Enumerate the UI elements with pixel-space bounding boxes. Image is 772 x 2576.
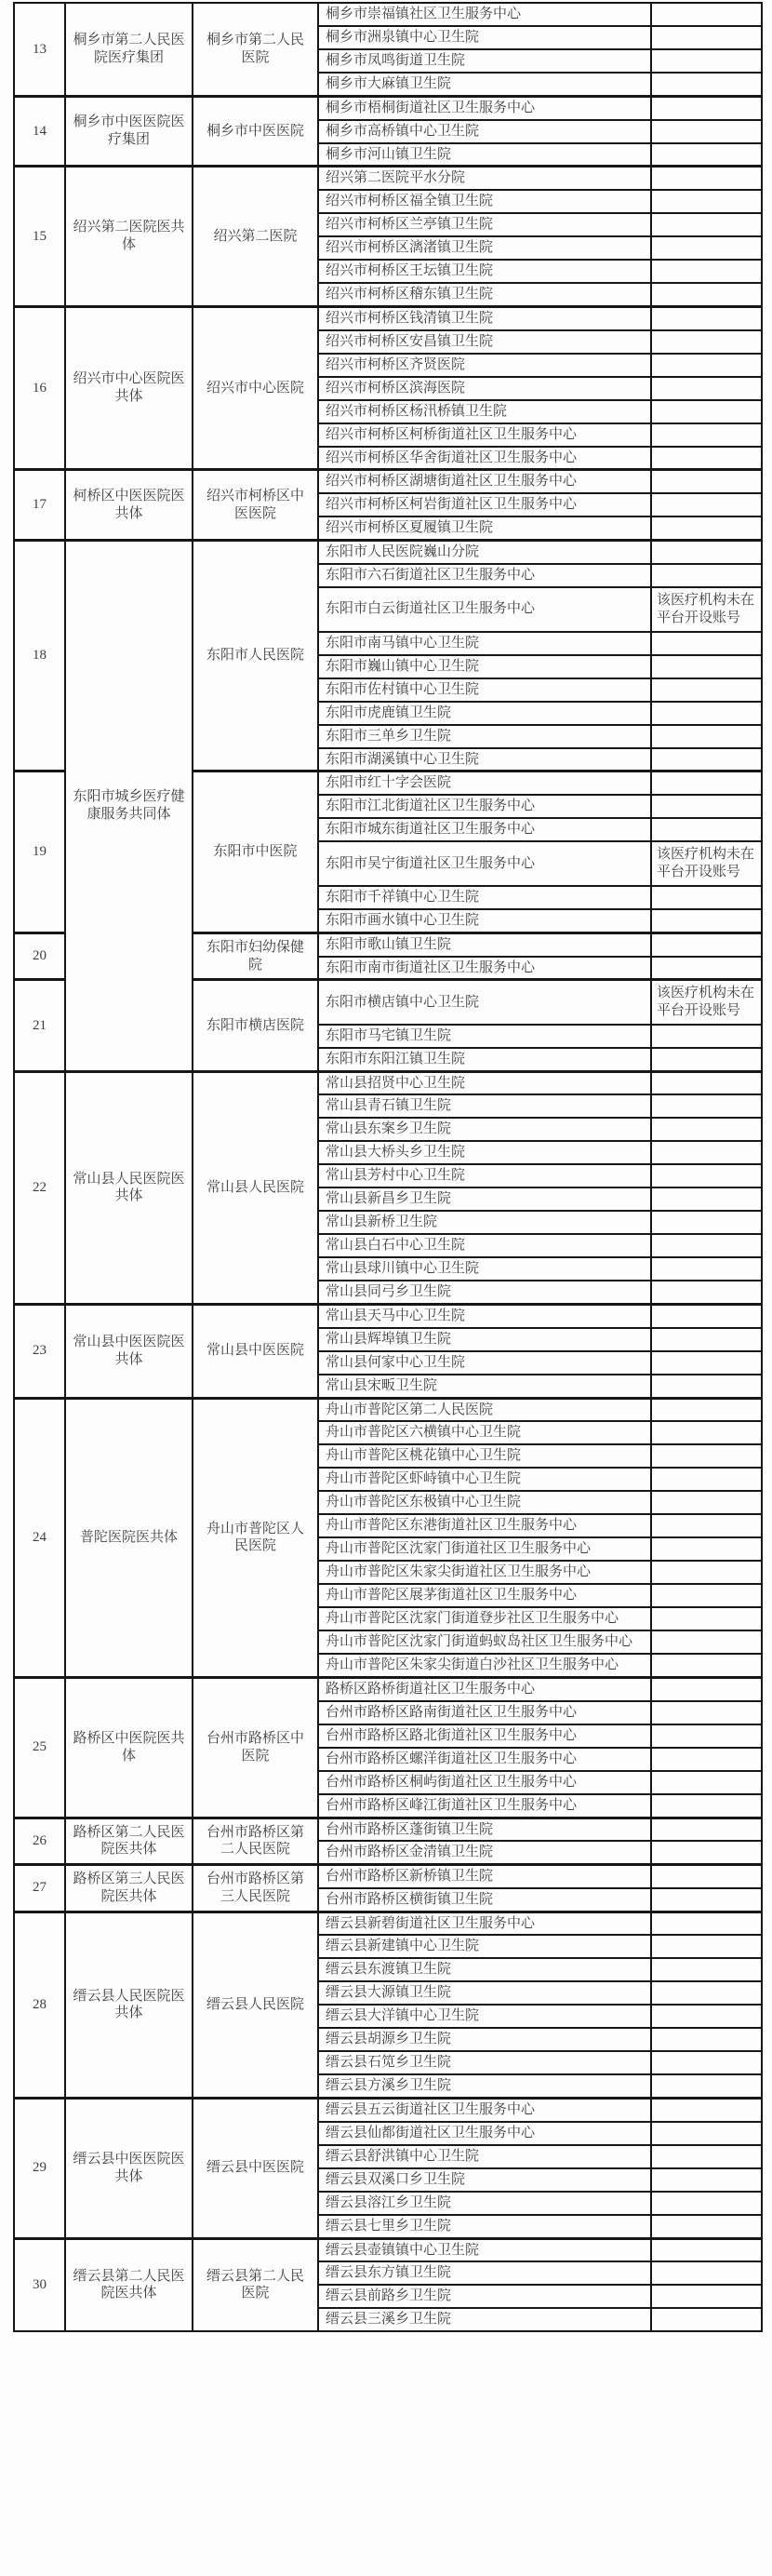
member-cell: 缙云县胡源乡卫生院	[318, 2028, 651, 2051]
member-cell: 舟山市普陀区沈家门街道社区卫生服务中心	[318, 1537, 651, 1561]
member-cell: 桐乡市洲泉镇中心卫生院	[318, 26, 651, 49]
note-cell	[651, 1211, 762, 1234]
member-cell: 绍兴市柯桥区华舍街道社区卫生服务中心	[318, 447, 651, 470]
note-cell	[651, 1187, 762, 1211]
member-cell: 绍兴市柯桥区齐贤医院	[318, 354, 651, 377]
member-cell: 缙云县壶镇镇中心卫生院	[318, 2238, 651, 2261]
note-cell	[651, 1958, 762, 1981]
member-cell: 常山县新昌乡卫生院	[318, 1187, 651, 1211]
member-cell: 缙云县新碧街道社区卫生服务中心	[318, 1912, 651, 1935]
note-cell	[651, 1094, 762, 1118]
member-cell: 东阳市三单乡卫生院	[318, 725, 651, 748]
member-cell: 台州市路桥区新桥镇卫生院	[318, 1865, 651, 1888]
table-row	[14, 1912, 762, 1935]
note-cell	[651, 1537, 762, 1561]
note-cell	[651, 1748, 762, 1771]
member-cell: 绍兴市柯桥区柯桥街道社区卫生服务中心	[318, 423, 651, 447]
member-cell: 常山县同弓乡卫生院	[318, 1281, 651, 1304]
member-cell: 桐乡市梧桐街道社区卫生服务中心	[318, 96, 651, 119]
member-cell: 缙云县石笕乡卫生院	[318, 2051, 651, 2074]
member-cell: 绍兴市柯桥区王坛镇卫生院	[318, 260, 651, 283]
member-cell: 绍兴市柯桥区福全镇卫生院	[318, 190, 651, 213]
member-cell: 台州市路桥区峰江街道社区卫生服务中心	[318, 1794, 651, 1818]
note-cell	[651, 655, 762, 678]
member-cell: 舟山市普陀区展茅街道社区卫生服务中心	[318, 1584, 651, 1607]
note-cell	[651, 96, 762, 119]
member-cell: 舟山市普陀区东港街道社区卫生服务中心	[318, 1514, 651, 1537]
note-cell	[651, 1398, 762, 1421]
member-cell: 东阳市六石街道社区卫生服务中心	[318, 564, 651, 587]
member-cell: 绍兴市柯桥区滨海医院	[318, 377, 651, 400]
note-cell	[651, 1818, 762, 1841]
member-cell: 常山县白石中心卫生院	[318, 1234, 651, 1257]
member-cell: 东阳市红十字会医院	[318, 771, 651, 795]
note-cell	[651, 49, 762, 73]
note-cell	[651, 167, 762, 190]
lead-hospital-cell: 东阳市妇幼保健院	[193, 932, 318, 980]
note-cell	[651, 1584, 762, 1607]
note-cell	[651, 678, 762, 702]
note-cell	[651, 1561, 762, 1584]
note-cell	[651, 2051, 762, 2074]
row-number-cell: 30	[14, 2238, 65, 2331]
member-cell: 东阳市吴宁街道社区卫生服务中心	[318, 841, 651, 886]
row-number-cell: 14	[14, 96, 65, 167]
note-cell	[651, 447, 762, 470]
lead-hospital-cell: 东阳市人民医院	[193, 540, 318, 771]
table-row	[14, 1818, 762, 1841]
member-cell: 常山县大桥头乡卫生院	[318, 1141, 651, 1164]
note-cell	[651, 725, 762, 748]
community-cell: 路桥区第三人民医院医共体	[65, 1865, 193, 1912]
note-cell	[651, 886, 762, 909]
community-cell: 绍兴市中心医院医共体	[65, 306, 193, 470]
member-cell: 舟山市普陀区沈家门街道登步社区卫生服务中心	[318, 1607, 651, 1630]
note-cell	[651, 795, 762, 818]
member-cell: 缙云县新建镇中心卫生院	[318, 1935, 651, 1958]
note-cell	[651, 957, 762, 980]
member-cell: 绍兴市柯桥区柯岩街道社区卫生服务中心	[318, 493, 651, 517]
member-cell: 东阳市虎鹿镇卫生院	[318, 702, 651, 725]
community-cell: 路桥区中医院医共体	[65, 1678, 193, 1818]
member-cell: 台州市路桥区蓬街镇卫生院	[318, 1818, 651, 1841]
member-cell: 台州市路桥区路北街道社区卫生服务中心	[318, 1724, 651, 1748]
member-cell: 东阳市南市街道社区卫生服务中心	[318, 957, 651, 980]
member-cell: 舟山市普陀区桃花镇中心卫生院	[318, 1444, 651, 1468]
note-cell	[651, 1164, 762, 1187]
member-cell: 缙云县前路乡卫生院	[318, 2285, 651, 2308]
member-cell: 常山县东案乡卫生院	[318, 1118, 651, 1141]
community-cell: 缙云县人民医院医共体	[65, 1912, 193, 2099]
member-cell: 绍兴市柯桥区湖塘街道社区卫生服务中心	[318, 470, 651, 493]
note-cell	[651, 818, 762, 841]
member-cell: 绍兴市柯桥区夏履镇卫生院	[318, 517, 651, 540]
member-cell: 常山县招贤中心卫生院	[318, 1071, 651, 1094]
note-cell	[651, 2285, 762, 2308]
row-number-cell: 19	[14, 771, 65, 933]
member-cell: 东阳市画水镇中心卫生院	[318, 909, 651, 932]
note-cell	[651, 423, 762, 447]
note-cell: 该医疗机构未在平台开设账号	[651, 841, 762, 886]
member-cell: 路桥区路桥街道社区卫生服务中心	[318, 1678, 651, 1701]
note-cell	[651, 306, 762, 329]
note-cell	[651, 1071, 762, 1094]
note-cell	[651, 1912, 762, 1935]
lead-hospital-cell: 台州市路桥区第三人民医院	[193, 1865, 318, 1912]
note-cell	[651, 1421, 762, 1444]
community-cell: 桐乡市中医医院医疗集团	[65, 96, 193, 167]
community-cell: 东阳市城乡医疗健康服务共同体	[65, 540, 193, 1071]
member-cell: 绍兴市柯桥区漓渚镇卫生院	[318, 236, 651, 260]
note-cell	[651, 1607, 762, 1630]
member-cell: 东阳市巍山镇中心卫生院	[318, 655, 651, 678]
lead-hospital-cell: 台州市路桥区第二人民医院	[193, 1818, 318, 1865]
row-number-cell: 18	[14, 540, 65, 771]
member-cell: 舟山市普陀区朱家尖街道社区卫生服务中心	[318, 1561, 651, 1584]
row-number-cell: 25	[14, 1678, 65, 1818]
member-cell: 桐乡市河山镇卫生院	[318, 143, 651, 167]
member-cell: 台州市路桥区横街镇卫生院	[318, 1888, 651, 1912]
note-cell	[651, 2005, 762, 2028]
member-cell: 缙云县三溪乡卫生院	[318, 2308, 651, 2331]
member-cell: 东阳市人民医院巍山分院	[318, 540, 651, 563]
note-cell	[651, 1118, 762, 1141]
table-row	[14, 1305, 762, 1328]
note-cell	[651, 400, 762, 423]
note-cell	[651, 143, 762, 167]
member-cell: 常山县宋畈卫生院	[318, 1375, 651, 1398]
row-number-cell: 27	[14, 1865, 65, 1912]
note-cell	[651, 540, 762, 563]
member-cell: 缙云县五云街道社区卫生服务中心	[318, 2099, 651, 2122]
member-cell: 缙云县溶江乡卫生院	[318, 2192, 651, 2215]
member-cell: 东阳市白云街道社区卫生服务中心	[318, 587, 651, 632]
lead-hospital-cell: 台州市路桥区中医院	[193, 1678, 318, 1818]
note-cell	[651, 1025, 762, 1048]
medical-community-table	[13, 2, 763, 2332]
row-number-cell: 24	[14, 1398, 65, 1678]
row-number-cell: 21	[14, 980, 65, 1071]
member-cell: 台州市路桥区金清镇卫生院	[318, 1841, 651, 1864]
member-cell: 舟山市普陀区东极镇中心卫生院	[318, 1491, 651, 1514]
lead-hospital-cell: 缙云县人民医院	[193, 1912, 318, 2099]
member-cell: 桐乡市大麻镇卫生院	[318, 73, 651, 96]
table-row	[14, 1071, 762, 1094]
note-cell	[651, 1701, 762, 1724]
member-cell: 缙云县舒洪镇中心卫生院	[318, 2145, 651, 2168]
lead-hospital-cell: 桐乡市第二人民医院	[193, 3, 318, 96]
note-cell	[651, 1491, 762, 1514]
table-row	[14, 167, 762, 190]
lead-hospital-cell: 常山县人民医院	[193, 1071, 318, 1305]
community-cell: 普陀医院医共体	[65, 1398, 193, 1678]
note-cell	[651, 702, 762, 725]
note-cell	[651, 1141, 762, 1164]
member-cell: 缙云县东渡镇卫生院	[318, 1958, 651, 1981]
table-body	[14, 3, 762, 2331]
row-number-cell: 22	[14, 1071, 65, 1305]
note-cell	[651, 1514, 762, 1537]
community-cell: 常山县中医医院医共体	[65, 1305, 193, 1399]
note-cell	[651, 260, 762, 283]
note-cell	[651, 1724, 762, 1748]
note-cell	[651, 517, 762, 540]
member-cell: 东阳市湖溪镇中心卫生院	[318, 748, 651, 771]
member-cell: 东阳市佐村镇中心卫生院	[318, 678, 651, 702]
member-cell: 东阳市江北街道社区卫生服务中心	[318, 795, 651, 818]
member-cell: 舟山市普陀区第二人民医院	[318, 1398, 651, 1421]
community-cell: 缙云县第二人民医院医共体	[65, 2238, 193, 2331]
note-cell	[651, 236, 762, 260]
note-cell	[651, 909, 762, 932]
member-cell: 缙云县方溪乡卫生院	[318, 2074, 651, 2098]
row-number-cell: 16	[14, 306, 65, 470]
lead-hospital-cell: 东阳市横店医院	[193, 980, 318, 1071]
member-cell: 东阳市马宅镇卫生院	[318, 1025, 651, 1048]
member-cell: 舟山市普陀区虾峙镇中心卫生院	[318, 1468, 651, 1491]
note-cell	[651, 2145, 762, 2168]
note-cell	[651, 470, 762, 493]
community-cell: 桐乡市第二人民医院医疗集团	[65, 3, 193, 96]
note-cell	[651, 1281, 762, 1304]
table-row	[14, 2099, 762, 2122]
note-cell	[651, 2099, 762, 2122]
table-row	[14, 3, 762, 26]
lead-hospital-cell: 舟山市普陀区人民医院	[193, 1398, 318, 1678]
note-cell	[651, 330, 762, 354]
member-cell: 舟山市普陀区沈家门街道蚂蚁岛社区卫生服务中心	[318, 1630, 651, 1654]
table-row	[14, 1678, 762, 1701]
member-cell: 缙云县大洋镇中心卫生院	[318, 2005, 651, 2028]
note-cell	[651, 1048, 762, 1071]
note-cell	[651, 1794, 762, 1818]
note-cell	[651, 564, 762, 587]
member-cell: 缙云县七里乡卫生院	[318, 2215, 651, 2238]
member-cell: 常山县青石镇卫生院	[318, 1094, 651, 1118]
note-cell	[651, 1328, 762, 1351]
note-cell	[651, 2168, 762, 2192]
note-cell	[651, 190, 762, 213]
note-cell	[651, 26, 762, 49]
member-cell: 缙云县大源镇卫生院	[318, 1981, 651, 2005]
note-cell	[651, 1630, 762, 1654]
note-cell	[651, 2238, 762, 2261]
table-row	[14, 96, 762, 119]
note-cell: 该医疗机构未在平台开设账号	[651, 980, 762, 1025]
lead-hospital-cell: 缙云县中医医院	[193, 2099, 318, 2239]
note-cell	[651, 2028, 762, 2051]
member-cell: 常山县新桥卫生院	[318, 1211, 651, 1234]
table-row	[14, 470, 762, 493]
member-cell: 缙云县仙都街道社区卫生服务中心	[318, 2122, 651, 2145]
member-cell: 东阳市南马镇中心卫生院	[318, 632, 651, 655]
note-cell	[651, 1305, 762, 1328]
member-cell: 缙云县东方镇卫生院	[318, 2261, 651, 2285]
lead-hospital-cell: 绍兴市柯桥区中医医院	[193, 470, 318, 541]
note-cell	[651, 1841, 762, 1864]
note-cell	[651, 1444, 762, 1468]
member-cell: 绍兴市柯桥区杨汛桥镇卫生院	[318, 400, 651, 423]
member-cell: 台州市路桥区路南街道社区卫生服务中心	[318, 1701, 651, 1724]
lead-hospital-cell: 常山县中医医院	[193, 1305, 318, 1399]
member-cell: 东阳市千祥镇中心卫生院	[318, 886, 651, 909]
note-cell	[651, 2122, 762, 2145]
member-cell: 常山县天马中心卫生院	[318, 1305, 651, 1328]
table-row	[14, 1865, 762, 1888]
note-cell	[651, 1351, 762, 1375]
note-cell	[651, 1678, 762, 1701]
member-cell: 绍兴市柯桥区钱清镇卫生院	[318, 306, 651, 329]
row-number-cell: 26	[14, 1818, 65, 1865]
note-cell	[651, 1935, 762, 1958]
note-cell	[651, 354, 762, 377]
community-cell: 缙云县中医医院医共体	[65, 2099, 193, 2239]
member-cell: 桐乡市高桥镇中心卫生院	[318, 120, 651, 143]
note-cell	[651, 493, 762, 517]
note-cell	[651, 2074, 762, 2098]
note-cell	[651, 2261, 762, 2285]
member-cell: 桐乡市崇福镇社区卫生服务中心	[318, 3, 651, 26]
note-cell	[651, 73, 762, 96]
member-cell: 缙云县双溪口乡卫生院	[318, 2168, 651, 2192]
note-cell	[651, 2215, 762, 2238]
member-cell: 东阳市歌山镇卫生院	[318, 932, 651, 956]
table-row	[14, 306, 762, 329]
note-cell	[651, 748, 762, 771]
member-cell: 东阳市城东街道社区卫生服务中心	[318, 818, 651, 841]
note-cell: 该医疗机构未在平台开设账号	[651, 587, 762, 632]
note-cell	[651, 1888, 762, 1912]
lead-hospital-cell: 绍兴市中心医院	[193, 306, 318, 470]
community-cell: 常山县人民医院医共体	[65, 1071, 193, 1305]
note-cell	[651, 213, 762, 236]
note-cell	[651, 377, 762, 400]
row-number-cell: 17	[14, 470, 65, 541]
note-cell	[651, 1865, 762, 1888]
member-cell: 常山县芳村中心卫生院	[318, 1164, 651, 1187]
table-row	[14, 540, 762, 563]
member-cell: 绍兴第二医院平水分院	[318, 167, 651, 190]
member-cell: 台州市路桥区螺洋街道社区卫生服务中心	[318, 1748, 651, 1771]
note-cell	[651, 1654, 762, 1677]
member-cell: 常山县球川镇中心卫生院	[318, 1257, 651, 1281]
member-cell: 东阳市东阳江镇卫生院	[318, 1048, 651, 1071]
note-cell	[651, 3, 762, 26]
community-cell: 绍兴第二医院医共体	[65, 167, 193, 307]
lead-hospital-cell: 桐乡市中医医院	[193, 96, 318, 167]
member-cell: 东阳市横店镇中心卫生院	[318, 980, 651, 1025]
note-cell	[651, 1981, 762, 2005]
member-cell: 舟山市普陀区六横镇中心卫生院	[318, 1421, 651, 1444]
member-cell: 绍兴市柯桥区兰亭镇卫生院	[318, 213, 651, 236]
community-cell: 柯桥区中医医院医共体	[65, 470, 193, 541]
member-cell: 常山县何家中心卫生院	[318, 1351, 651, 1375]
member-cell: 桐乡市凤鸣街道卫生院	[318, 49, 651, 73]
community-cell: 路桥区第二人民医院医共体	[65, 1818, 193, 1865]
note-cell	[651, 1771, 762, 1794]
row-number-cell: 23	[14, 1305, 65, 1399]
row-number-cell: 29	[14, 2099, 65, 2239]
member-cell: 常山县辉埠镇卫生院	[318, 1328, 651, 1351]
member-cell: 舟山市普陀区朱家尖街道白沙社区卫生服务中心	[318, 1654, 651, 1677]
lead-hospital-cell: 东阳市中医院	[193, 771, 318, 933]
table-row	[14, 1398, 762, 1421]
note-cell	[651, 1468, 762, 1491]
member-cell: 绍兴市柯桥区安昌镇卫生院	[318, 330, 651, 354]
note-cell	[651, 283, 762, 306]
note-cell	[651, 2192, 762, 2215]
note-cell	[651, 932, 762, 956]
note-cell	[651, 2308, 762, 2331]
lead-hospital-cell: 缙云县第二人民医院	[193, 2238, 318, 2331]
row-number-cell: 28	[14, 1912, 65, 2099]
member-cell: 台州市路桥区桐屿街道社区卫生服务中心	[318, 1771, 651, 1794]
note-cell	[651, 120, 762, 143]
row-number-cell: 20	[14, 932, 65, 980]
row-number-cell: 13	[14, 3, 65, 96]
row-number-cell: 15	[14, 167, 65, 307]
lead-hospital-cell: 绍兴第二医院	[193, 167, 318, 307]
note-cell	[651, 1257, 762, 1281]
table-row	[14, 2238, 762, 2261]
member-cell: 绍兴市柯桥区稽东镇卫生院	[318, 283, 651, 306]
note-cell	[651, 1234, 762, 1257]
note-cell	[651, 1375, 762, 1398]
note-cell	[651, 771, 762, 795]
note-cell	[651, 632, 762, 655]
